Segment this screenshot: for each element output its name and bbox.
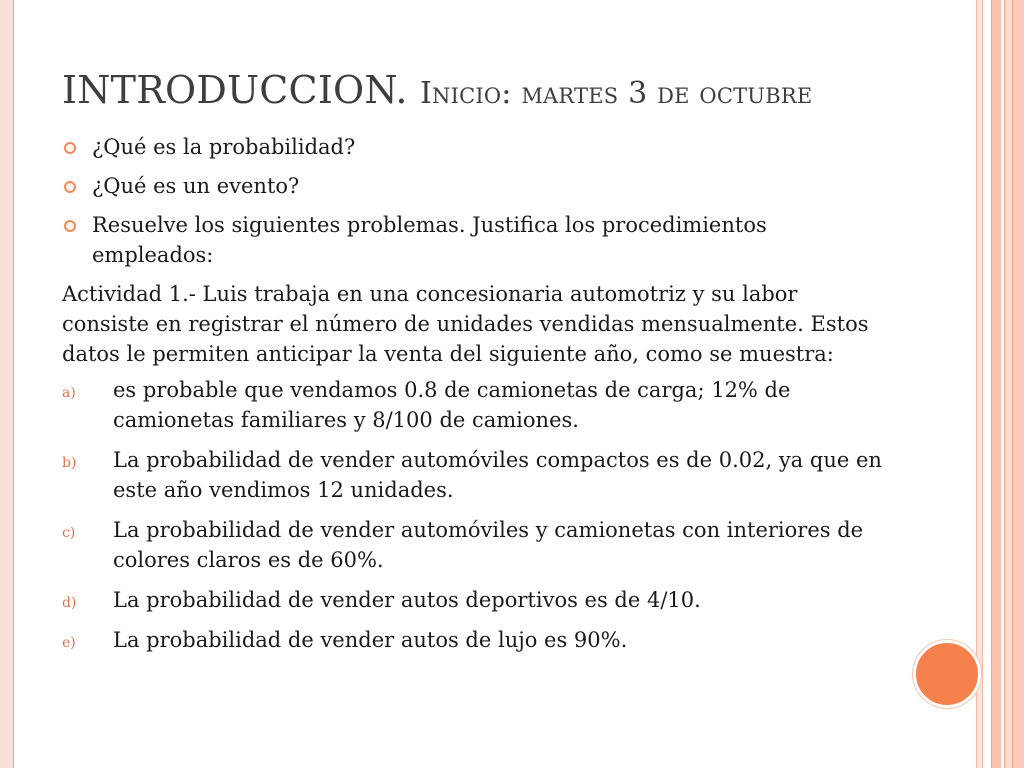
bullet-item (62, 132, 882, 162)
list-item-text: La probabilidad de vender autos deportivos es de 4/10. (113, 588, 701, 612)
list-marker: c) (62, 525, 76, 541)
slide-title-main: INTRODUCCION. (62, 68, 420, 112)
slide-content (62, 132, 882, 665)
stripe (982, 0, 991, 768)
list-item (62, 515, 882, 575)
list-marker: e) (62, 635, 76, 651)
list-item-text: La probabilidad de vender automóviles y camionetas con interiores de colores claros es de 60%. (113, 518, 864, 572)
bullet-circle-icon (64, 181, 76, 193)
list-item (62, 625, 882, 655)
left-decorative-border (0, 0, 14, 768)
bullet-list (62, 132, 882, 270)
list-marker: b) (62, 455, 77, 471)
list-item-text: La probabilidad de vender autos de lujo es 90%. (113, 628, 628, 652)
stripe (1004, 0, 1012, 768)
list-marker: a) (62, 385, 76, 401)
list-item-text: es probable que vendamos 0.8 de camionetas de carga; 12% de camionetas familiares y 8/100 de camiones. (113, 378, 791, 432)
bullet-text: Resuelve los siguientes problemas. Justifica los procedimientos empleados: (92, 213, 767, 267)
bullet-circle-icon (64, 142, 76, 154)
bullet-text: ¿Qué es un evento? (92, 174, 300, 198)
list-item (62, 445, 882, 505)
activity-paragraph: Actividad 1.- Luis trabaja en una concesionaria automotriz y su labor consiste en registrar el número de unidades vendidas mensualmente. Estos datos le permiten anticipar la venta del siguiente año, como se muestra: (62, 282, 869, 366)
list-item (62, 375, 882, 435)
bullet-circle-icon (64, 220, 76, 232)
bullet-item (62, 171, 882, 201)
activity-items-list (62, 375, 882, 655)
slide-title (62, 68, 812, 112)
decorative-orange-circle (913, 640, 981, 708)
list-item-text: La probabilidad de vender automóviles compactos es de 0.02, ya que en este año vendimos 12 unidades. (113, 448, 882, 502)
bullet-item (62, 210, 882, 270)
stripe (991, 0, 1001, 768)
slide-title-subtitle: Inicio: martes 3 de octubre (419, 76, 813, 111)
list-item (62, 585, 882, 615)
stripe (1012, 0, 1024, 768)
bullet-text: ¿Qué es la probabilidad? (92, 135, 356, 159)
list-marker: d) (62, 595, 77, 611)
right-decorative-stripes (976, 0, 1024, 768)
